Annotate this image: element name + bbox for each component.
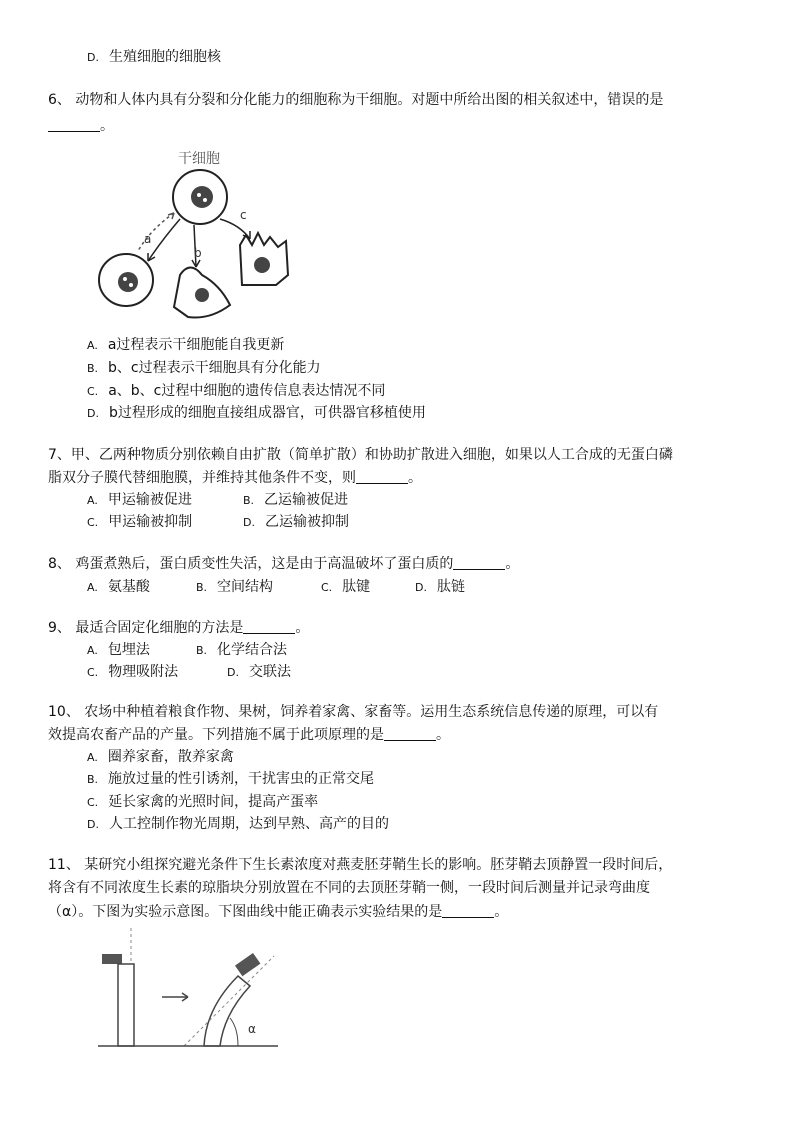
option-text: 甲运输被抑制 [108, 514, 193, 530]
q7-option-b [243, 491, 348, 510]
q11-stem-text: （α）。下图为实验示意图。下图曲线中能正确表示实验结果的是 [48, 904, 443, 920]
q8-option-d [415, 578, 465, 597]
bent-coleoptile [204, 976, 250, 1046]
q6-stem-line1: 6、 动物和人体内具有分裂和分化能力的细胞称为干细胞。对题中所给出图的相关叙述中，错误的是 [48, 92, 664, 108]
renewed-cell-nucleus [118, 272, 138, 292]
alpha-label: α [248, 1022, 256, 1036]
option-letter: B. [196, 644, 208, 657]
option-text: 延长家禽的光照时间，提高产蛋率 [108, 794, 319, 810]
answer-blank [48, 117, 100, 132]
answer-blank [442, 903, 494, 918]
option-letter: A. [87, 339, 98, 352]
q9-tail: 。 [295, 620, 310, 636]
q10-option-a [87, 748, 234, 767]
q11-stem-line1: 11、 某研究小组探究避光条件下生长素浓度对燕麦胚芽鞘生长的影响。胚芽鞘去顶静置一段时间后， [48, 857, 673, 873]
q8-stem-text: 8、 鸡蛋煮熟后，蛋白质变性失活，这是由于高温破坏了蛋白质的 [48, 556, 454, 572]
option-letter: C. [87, 796, 99, 809]
option-letter: B. [87, 362, 99, 375]
option-letter: B. [87, 773, 99, 786]
coleoptile-experiment-diagram [98, 928, 278, 1053]
q7-option-c [87, 513, 192, 532]
option-letter: A. [87, 644, 98, 657]
option-text: 氨基酸 [107, 579, 150, 595]
option-text: a、b、c过程中细胞的遗传信息表达情况不同 [108, 383, 386, 399]
q7-stem-line1: 7、甲、乙两种物质分别依赖自由扩散（简单扩散）和协助扩散进入细胞，如果以人工合成的无蛋白磷 [48, 447, 673, 463]
q11-stem-line3 [48, 903, 508, 921]
option-letter: B. [243, 494, 255, 507]
q9-option-b [196, 641, 287, 660]
q7-option-a [87, 491, 192, 510]
q10-option-d [87, 815, 389, 834]
option-text: 甲运输被促进 [107, 492, 192, 508]
q11-tail: 。 [494, 904, 509, 920]
q7-option-d [243, 513, 349, 532]
option-letter: C. [87, 516, 99, 529]
answer-blank [384, 726, 436, 741]
q8-tail: 。 [505, 556, 520, 572]
q6-stem-line2 [48, 117, 114, 135]
q6-option-b [87, 359, 321, 378]
q10-stem-line2 [48, 726, 450, 744]
angle-arc [230, 1018, 238, 1046]
label-c: c [240, 208, 247, 222]
q9-stem-text: 9、 最适合固定化细胞的方法是 [48, 620, 244, 636]
option-letter: A. [87, 581, 98, 594]
option-letter: D. [227, 666, 239, 679]
q7-stem-text: 脂双分子膜代替细胞膜，并维持其他条件不变，则 [48, 470, 356, 486]
option-text: a过程表示干细胞能自我更新 [107, 337, 285, 353]
q11-stem-line2: 将含有不同浓度生长素的琼脂块分别放置在不同的去顶胚芽鞘一侧，一段时间后测量并记录弯曲度 [48, 880, 650, 896]
option-letter: C. [87, 385, 99, 398]
q5-option-d [87, 48, 221, 67]
label-b: b [194, 246, 202, 260]
option-text: 乙运输被促进 [264, 492, 349, 508]
option-text: 空间结构 [217, 579, 274, 595]
q6-option-a [87, 336, 284, 355]
q8-option-b [196, 578, 273, 597]
option-text: 人工控制作物光周期，达到早熟、高产的目的 [108, 816, 389, 832]
q9-stem [48, 619, 309, 637]
q10-option-b [87, 770, 374, 789]
q9-option-c [87, 663, 178, 682]
q10-stem-text: 效提高农畜产品的产量。下列措施不属于此项原理的是 [48, 727, 384, 743]
option-text: 肽链 [436, 579, 465, 595]
q7-stem-line2 [48, 469, 422, 487]
q8-option-c [321, 578, 370, 597]
stem-cell-diagram [90, 145, 300, 330]
option-letter: D. [415, 581, 427, 594]
option-text: 化学结合法 [217, 642, 288, 658]
option-letter: C. [321, 581, 333, 594]
option-text: 施放过量的性引诱剂，干扰害虫的正常交尾 [108, 771, 375, 787]
option-text: 包埋法 [107, 642, 150, 658]
answer-blank [243, 619, 295, 634]
stem-cell-title: 干细胞 [178, 151, 220, 167]
option-letter: D. [87, 407, 99, 420]
label-a: a [144, 232, 152, 246]
q10-tail: 。 [436, 727, 450, 743]
decapitated-coleoptile [118, 964, 134, 1046]
q9-option-a [87, 641, 150, 660]
option-letter: D. [87, 818, 99, 831]
option-letter: D. [87, 51, 99, 64]
q9-option-d [227, 663, 291, 682]
option-text: b过程形成的细胞直接组成器官，可供器官移植使用 [108, 405, 426, 421]
option-text: b、c过程表示干细胞具有分化能力 [108, 360, 321, 376]
q6-tail: 。 [100, 118, 114, 134]
option-text: 肽键 [342, 579, 371, 595]
q6-option-d [87, 404, 426, 423]
option-text: 物理吸附法 [108, 664, 179, 680]
agar-block [102, 954, 122, 964]
stem-cell-nucleus [191, 186, 213, 208]
option-text: 乙运输被抑制 [264, 514, 349, 530]
answer-blank [453, 555, 505, 570]
q8-option-a [87, 578, 150, 597]
q8-stem [48, 555, 519, 573]
option-letter: D. [243, 516, 255, 529]
q7-tail: 。 [408, 470, 422, 486]
q10-option-c [87, 793, 318, 812]
option-text: 交联法 [248, 664, 291, 680]
answer-blank [356, 469, 408, 484]
option-letter: A. [87, 494, 98, 507]
option-letter: A. [87, 751, 98, 764]
q6-option-c [87, 382, 385, 401]
option-text: 圈养家畜，散养家禽 [107, 749, 234, 765]
option-text: 生殖细胞的细胞核 [108, 49, 221, 65]
option-letter: B. [196, 581, 208, 594]
option-letter: C. [87, 666, 99, 679]
q10-stem-line1: 10、 农场中种植着粮食作物、果树，饲养着家禽、家畜等。运用生态系统信息传递的原理，可以有 [48, 704, 659, 720]
